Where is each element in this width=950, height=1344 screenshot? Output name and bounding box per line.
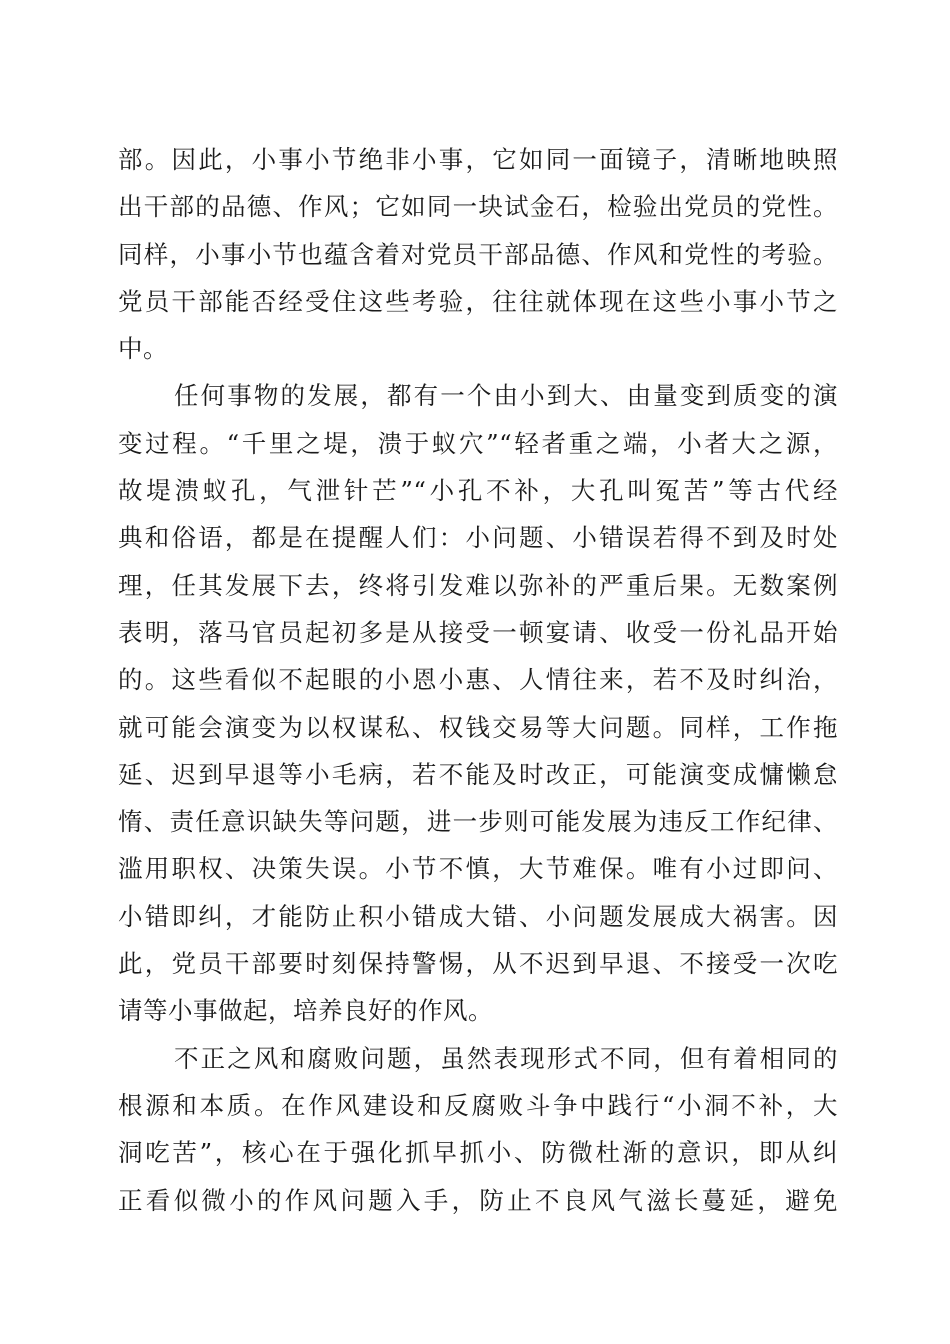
text-line: 惰、责任意识缺失等问题，进一步则可能发展为违反工作纪律、 — [118, 807, 838, 837]
text-line: 小错即纠，才能防止积小错成大错、小问题发展成大祸害。因 — [118, 901, 838, 931]
text-line: 表明，落马官员起初多是从接受一顿宴请、收受一份礼品开始 — [118, 617, 838, 647]
text-line: 任何事物的发展，都有一个由小到大、由量变到质变的演 — [174, 381, 838, 411]
text-line: 正看似微小的作风问题入手，防止不良风气滋长蔓延，避免 — [118, 1185, 838, 1215]
text-line: 出干部的品德、作风；它如同一块试金石，检验出党员的党性。 — [118, 192, 838, 222]
body-text — [118, 136, 838, 1224]
text-line: 中。 — [118, 334, 168, 364]
text-line: 部。因此，小事小节绝非小事，它如同一面镜子，清晰地映照 — [118, 145, 838, 174]
text-line: 同样，小事小节也蕴含着对党员干部品德、作风和党性的考验。 — [118, 239, 838, 269]
text-line: 的。这些看似不起眼的小恩小惠、人情往来，若不及时纠治， — [118, 665, 838, 695]
text-line: 根源和本质。在作风建设和反腐败斗争中践行“小洞不补，大 — [118, 1090, 838, 1120]
text-line: 洞吃苦”，核心在于强化抓早抓小、防微杜渐的意识，即从纠 — [118, 1138, 838, 1168]
text-line: 典和俗语，都是在提醒人们：小问题、小错误若得不到及时处 — [118, 523, 838, 553]
text-line: 滥用职权、决策失误。小节不慎，大节难保。唯有小过即问、 — [118, 854, 838, 884]
text-line: 就可能会演变为以权谋私、权钱交易等大问题。同样，工作拖 — [118, 712, 838, 742]
text-line: 延、迟到早退等小毛病，若不能及时改正，可能演变成慵懒怠 — [118, 759, 838, 789]
text-line: 此，党员干部要时刻保持警惕，从不迟到早退、不接受一次吃 — [118, 949, 838, 979]
text-line: 党员干部能否经受住这些考验，往往就体现在这些小事小节之 — [118, 286, 838, 316]
text-line: 理，任其发展下去，终将引发难以弥补的严重后果。无数案例 — [118, 570, 838, 600]
text-line: 故堤溃蚁孔，气泄针芒”“小孔不补，大孔叫冤苦”等古代经 — [118, 476, 838, 506]
text-line: 不正之风和腐败问题，虽然表现形式不同，但有着相同的 — [174, 1043, 838, 1073]
text-line: 变过程。“千里之堤，溃于蚁穴”“轻者重之端，小者大之源， — [118, 428, 838, 458]
text-line: 请等小事做起，培养良好的作风。 — [118, 996, 493, 1026]
